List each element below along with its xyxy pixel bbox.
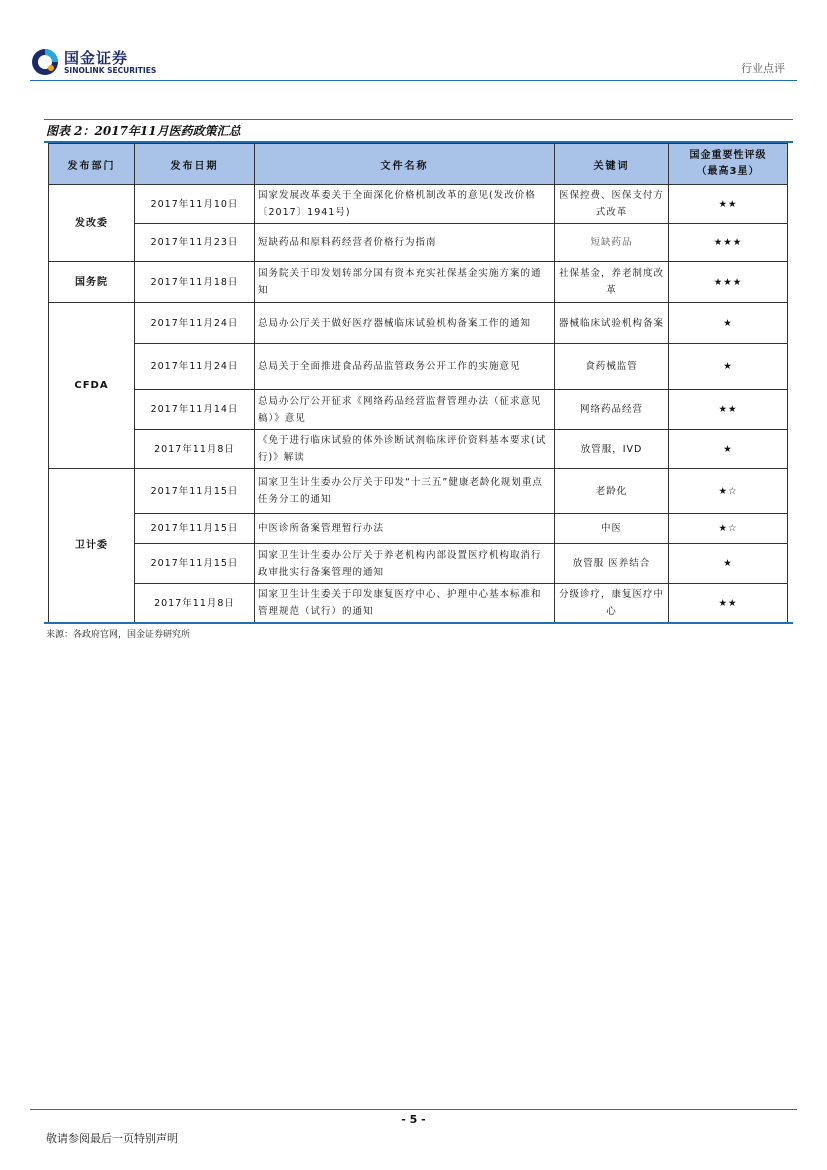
date-cell: 2017年11月15日 bbox=[135, 514, 255, 544]
header-doc: 文件名称 bbox=[255, 144, 555, 185]
footer-divider bbox=[30, 1109, 797, 1110]
doc-cell: 总局办公厅公开征求《网络药品经营监督管理办法（征求意见稿）》意见 bbox=[255, 390, 555, 430]
logo-text-cn: 国金证券 bbox=[64, 49, 129, 67]
header-dept: 发布部门 bbox=[49, 144, 135, 185]
rating-cell: ★ bbox=[669, 344, 788, 390]
date-cell: 2017年11月15日 bbox=[135, 544, 255, 584]
keyword-cell: 社保基金，养老制度改革 bbox=[555, 262, 669, 303]
date-cell: 2017年11月18日 bbox=[135, 262, 255, 303]
brand-logo bbox=[30, 47, 160, 79]
table-row bbox=[49, 185, 788, 224]
rating-cell: ★ bbox=[669, 303, 788, 344]
table-row bbox=[49, 303, 788, 344]
date-cell: 2017年11月10日 bbox=[135, 185, 255, 224]
table-row bbox=[49, 344, 788, 390]
table-row bbox=[49, 430, 788, 469]
rating-cell: ★★ bbox=[669, 390, 788, 430]
keyword-cell: 医保控费、医保支付方式改革 bbox=[555, 185, 669, 224]
logo-mark-icon bbox=[30, 47, 60, 77]
figure-top-rule bbox=[44, 119, 793, 120]
rating-cell: ★☆ bbox=[669, 469, 788, 514]
table-row bbox=[49, 262, 788, 303]
figure-title: 图表 2：2017年11月医药政策汇总 bbox=[46, 124, 241, 138]
page-number: - 5 - bbox=[401, 1113, 426, 1126]
doc-cell: 国家卫生计生委办公厅关于印发“十三五”健康老龄化规划重点任务分工的通知 bbox=[255, 469, 555, 514]
date-cell: 2017年11月8日 bbox=[135, 584, 255, 623]
report-type-tag: 行业点评 bbox=[741, 62, 785, 75]
table-row bbox=[49, 469, 788, 514]
rating-cell: ★ bbox=[669, 544, 788, 584]
keyword-cell: 食药械监管 bbox=[555, 344, 669, 390]
doc-cell: 国家卫生计生委办公厅关于养老机构内部设置医疗机构取消行政审批实行备案管理的通知 bbox=[255, 544, 555, 584]
header-rating: 国金重要性评级（最高3星） bbox=[669, 144, 788, 185]
keyword-cell: 放管服 医养结合 bbox=[555, 544, 669, 584]
date-cell: 2017年11月14日 bbox=[135, 390, 255, 430]
header-date: 发布日期 bbox=[135, 144, 255, 185]
keyword-cell: 网络药品经营 bbox=[555, 390, 669, 430]
doc-cell: 国家卫生计生委关于印发康复医疗中心、护理中心基本标准和管理规范（试行）的通知 bbox=[255, 584, 555, 623]
rating-cell: ★☆ bbox=[669, 514, 788, 544]
rating-cell: ★★ bbox=[669, 584, 788, 623]
rating-cell: ★★ bbox=[669, 185, 788, 224]
dept-cell: 国务院 bbox=[49, 262, 135, 303]
rating-cell: ★ bbox=[669, 430, 788, 469]
table-header-row bbox=[49, 144, 788, 185]
table-row bbox=[49, 390, 788, 430]
dept-cell: 卫计委 bbox=[49, 469, 135, 623]
date-cell: 2017年11月23日 bbox=[135, 224, 255, 262]
dept-cell: CFDA bbox=[49, 303, 135, 469]
doc-cell: 短缺药品和原料药经营者价格行为指南 bbox=[255, 224, 555, 262]
doc-cell: 总局办公厅关于做好医疗器械临床试验机构备案工作的通知 bbox=[255, 303, 555, 344]
header-divider bbox=[30, 80, 797, 81]
doc-cell: 国务院关于印发划转部分国有资本充实社保基金实施方案的通知 bbox=[255, 262, 555, 303]
policy-table bbox=[48, 143, 788, 623]
keyword-cell: 老龄化 bbox=[555, 469, 669, 514]
table-row bbox=[49, 544, 788, 584]
keyword-cell: 短缺药品 bbox=[555, 224, 669, 262]
rating-cell: ★★★ bbox=[669, 262, 788, 303]
date-cell: 2017年11月24日 bbox=[135, 344, 255, 390]
date-cell: 2017年11月24日 bbox=[135, 303, 255, 344]
figure-source: 来源：各政府官网，国金证券研究所 bbox=[46, 630, 191, 640]
table-row bbox=[49, 224, 788, 262]
rating-cell: ★★★ bbox=[669, 224, 788, 262]
doc-cell: 《免于进行临床试验的体外诊断试剂临床评价资料基本要求(试行)》解读 bbox=[255, 430, 555, 469]
date-cell: 2017年11月15日 bbox=[135, 469, 255, 514]
doc-cell: 国家发展改革委关于全面深化价格机制改革的意见(发改价格〔2017〕1941号) bbox=[255, 185, 555, 224]
keyword-cell: 器械临床试验机构备案 bbox=[555, 303, 669, 344]
dept-cell: 发改委 bbox=[49, 185, 135, 262]
disclaimer-text: 敬请参阅最后一页特别声明 bbox=[46, 1132, 178, 1145]
keyword-cell: 中医 bbox=[555, 514, 669, 544]
table-row bbox=[49, 514, 788, 544]
table-row bbox=[49, 584, 788, 623]
header-keyword: 关键词 bbox=[555, 144, 669, 185]
table-bottom-rule bbox=[44, 622, 793, 624]
doc-cell: 总局关于全面推进食品药品监管政务公开工作的实施意见 bbox=[255, 344, 555, 390]
doc-cell: 中医诊所备案管理暂行办法 bbox=[255, 514, 555, 544]
logo-text-en: SINOLINK SECURITIES bbox=[64, 66, 157, 75]
date-cell: 2017年11月8日 bbox=[135, 430, 255, 469]
keyword-cell: 放管服，IVD bbox=[555, 430, 669, 469]
keyword-cell: 分级诊疗，康复医疗中心 bbox=[555, 584, 669, 623]
